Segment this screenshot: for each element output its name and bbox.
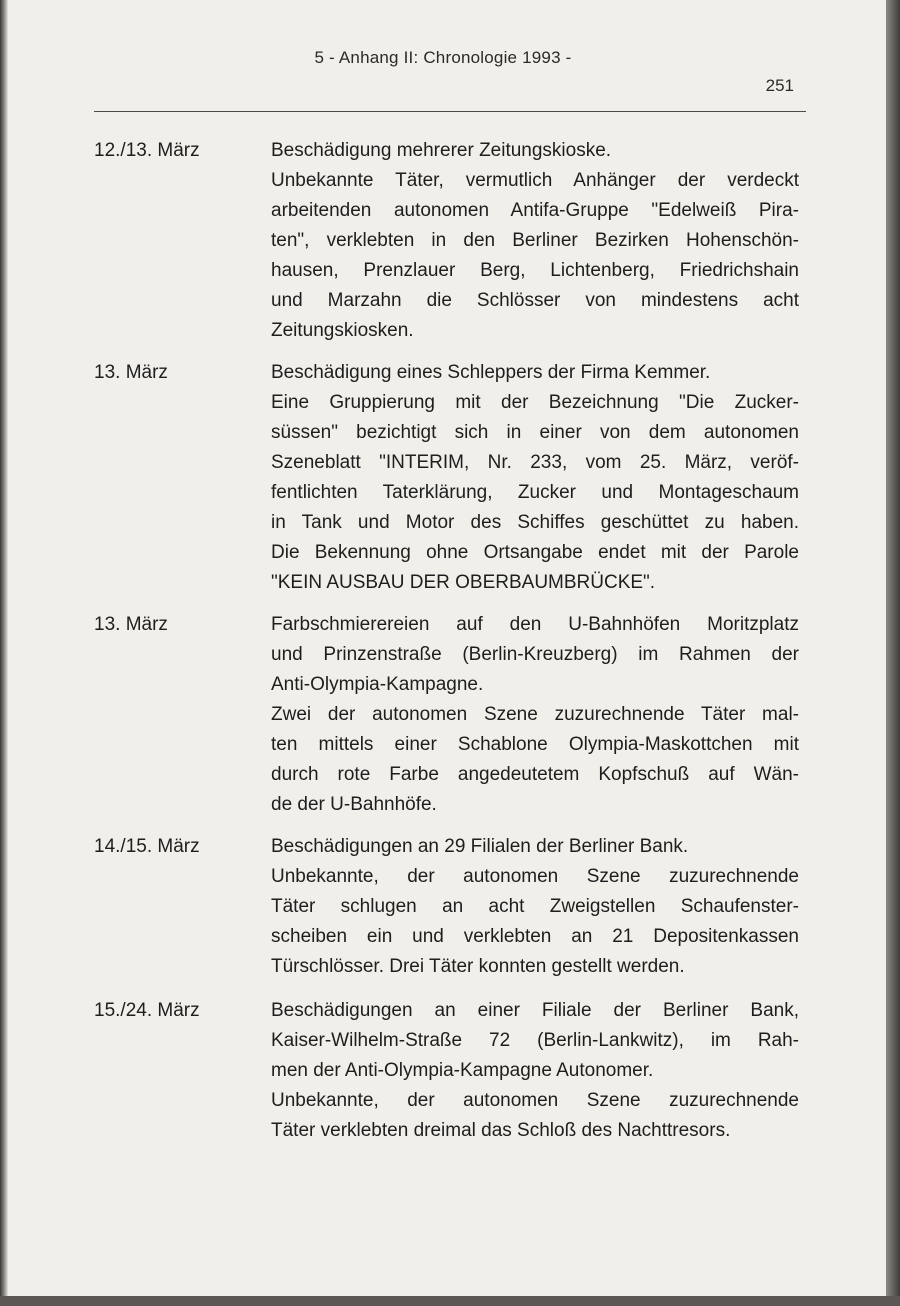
entry-line: Zeitungskiosken. [271,320,414,341]
entry-line: de der U-Bahnhöfe. [271,794,437,815]
page-edge-right [886,0,900,1306]
entry-line: men der Anti-Olympia-Kampagne Autonomer. [271,1060,654,1081]
entry-text [271,610,799,820]
entry-line: süssen" bezichtigt sich in einer von dem autonomen [271,422,799,443]
entry-line: hausen, Prenzlauer Berg, Lichtenberg, Friedrichshain [271,260,799,281]
entry-date: 15./24. März [94,1000,200,1021]
running-head: 5 - Anhang II: Chronologie 1993 - [314,48,572,67]
entry-line: "KEIN AUSBAU DER OBERBAUMBRÜCKE". [271,572,656,593]
entry-line: Beschädigungen an einer Filiale der Berliner Bank, [271,1000,799,1021]
entry-line: Kaiser-Wilhelm-Straße 72 (Berlin-Lankwitz), im Rah- [271,1030,799,1051]
entry-line: scheiben ein und verklebten an 21 Depositenkassen [271,926,799,947]
entry-line: Täter schlugen an acht Zweigstellen Schaufenster- [271,896,799,917]
entry-line: Eine Gruppierung mit der Bezeichnung "Die Zucker- [271,392,799,413]
entry-text [271,358,799,598]
entry-line: Beschädigungen an 29 Filialen der Berliner Bank. [271,836,689,857]
entry-line: Anti-Olympia-Kampagne. [271,674,484,695]
page-number: 251 [765,76,794,95]
entry-line: durch rote Farbe angedeutetem Kopfschuß auf Wän- [271,764,799,785]
entry-text [271,832,799,982]
entry-line: ten", verklebten in den Berliner Bezirken Hohenschön- [271,230,799,251]
entry-line: und Prinzenstraße (Berlin-Kreuzberg) im Rahmen der [271,644,799,665]
entry-line: Beschädigung mehrerer Zeitungskioske. [271,140,612,161]
entry-line: ten mittels einer Schablone Olympia-Maskottchen mit [271,734,799,755]
entry-line: Türschlösser. Drei Täter konnten gestellt werden. [271,956,685,977]
entry-line: Farbschmierereien auf den U-Bahnhöfen Moritzplatz [271,614,799,635]
binding-shadow [0,0,8,1296]
entry-text [271,136,799,346]
entry-line: Beschädigung eines Schleppers der Firma Kemmer. [271,362,711,383]
entry-line: Unbekannte, der autonomen Szene zuzurechnende [271,866,799,887]
entry-date: 13. März [94,614,168,635]
entry-line: Zwei der autonomen Szene zuzurechnende Täter mal- [271,704,799,725]
entry-line: fentlichten Taterklärung, Zucker und Montageschaum [271,482,799,503]
entry-line: und Marzahn die Schlösser von mindestens acht [271,290,799,311]
entry-date: 13. März [94,362,168,383]
entry-line: Die Bekennung ohne Ortsangabe endet mit der Parole [271,542,799,563]
entry-date: 14./15. März [94,836,200,857]
entry-line: Täter verklebten dreimal das Schloß des Nachttresors. [271,1120,731,1141]
entry-line: in Tank und Motor des Schiffes geschüttet zu haben. [271,512,799,533]
entry-line: arbeitenden autonomen Antifa-Gruppe "Edelweiß Pira- [271,200,799,221]
entry-line: Unbekannte Täter, vermutlich Anhänger der verdeckt [271,170,799,191]
entry-line: Szeneblatt "INTERIM, Nr. 233, vom 25. März, veröf- [271,452,799,473]
entry-date: 12./13. März [94,140,200,161]
page-edge-bottom [0,1296,900,1306]
header-rule [94,111,806,112]
entry-text [271,996,799,1146]
entry-line: Unbekannte, der autonomen Szene zuzurechnende [271,1090,799,1111]
